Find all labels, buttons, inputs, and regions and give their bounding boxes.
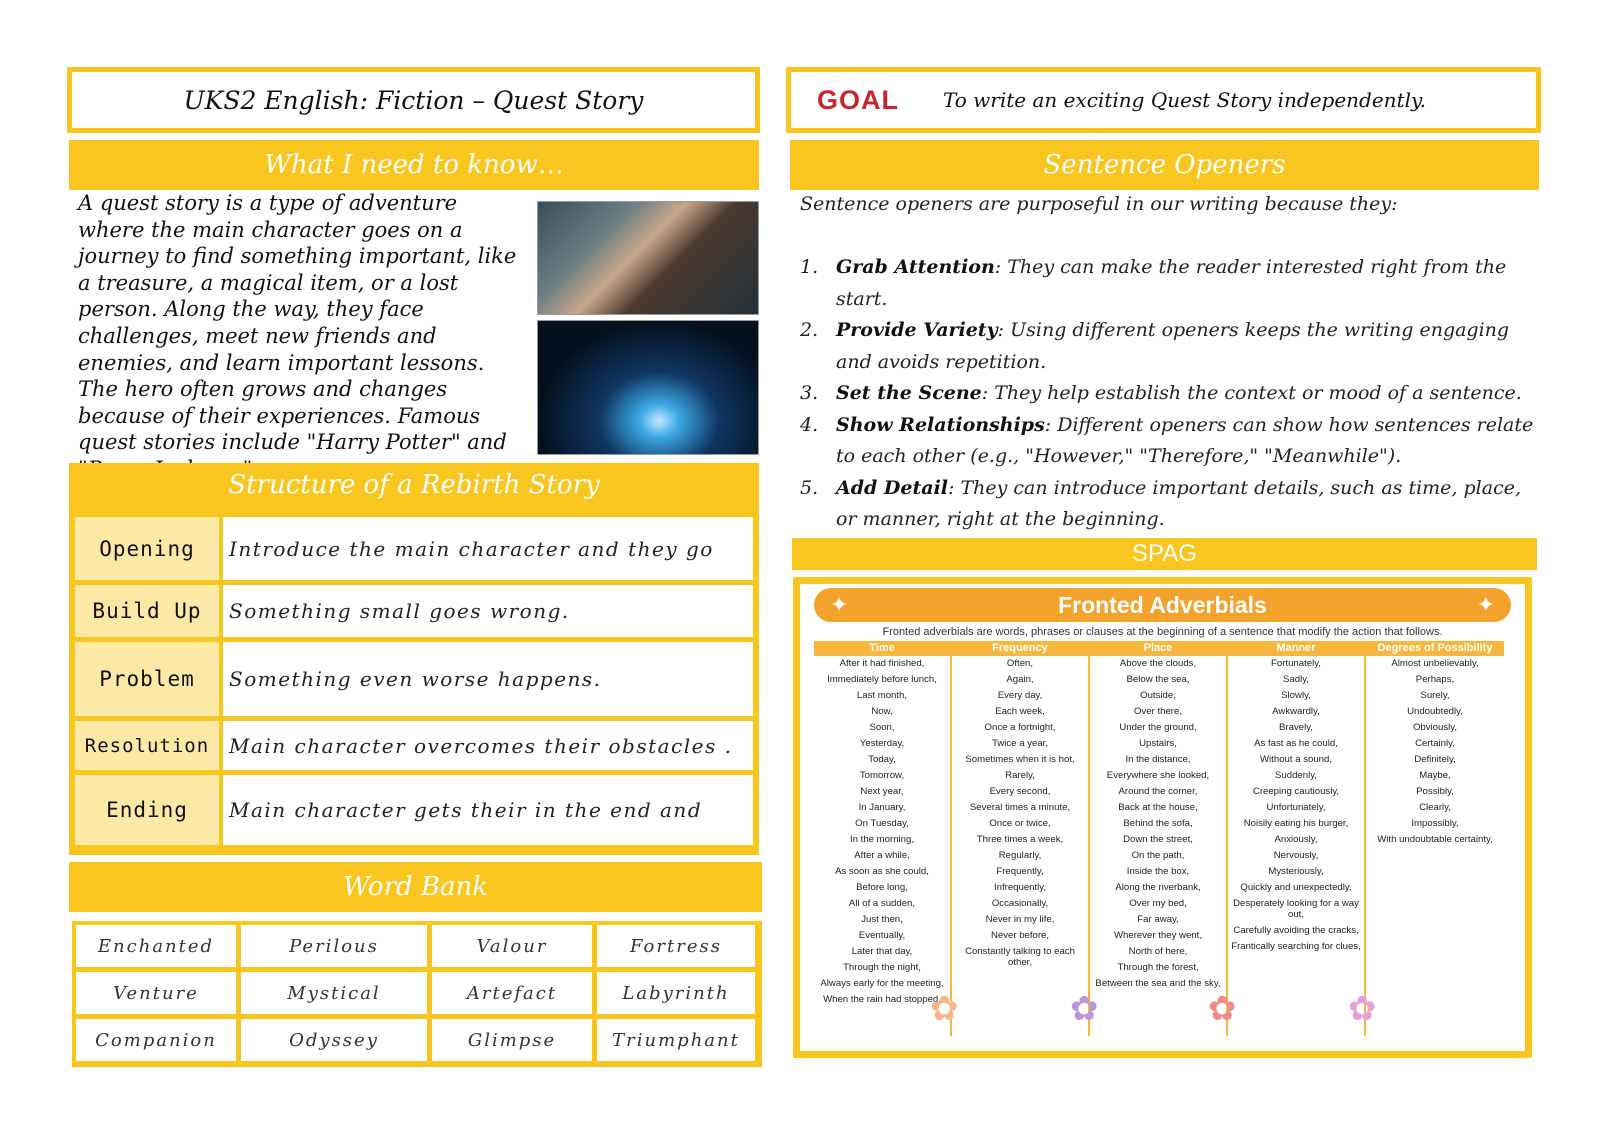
adverbial-item: Almost unbelievably, (1391, 658, 1479, 669)
opener-heading: Set the Scene (836, 382, 982, 404)
adverbial-item: Perhaps, (1415, 674, 1455, 685)
adverbial-item: Upstairs, (1139, 738, 1177, 749)
word-bank-grid (72, 921, 762, 1067)
adverbial-item: Fortunately, (1271, 658, 1321, 669)
adverbial-item: Surely, (1420, 690, 1450, 701)
opener-text: : Different openers can show how sentences relate to each other (e.g., "However," "Therefore," "Meanwhile"). (836, 413, 1534, 467)
adverbial-item: Again, (1006, 674, 1034, 685)
adverbial-item: Below the sea, (1126, 674, 1190, 685)
opener-text: : They can make the reader interested right from the start. (836, 256, 1507, 310)
structure-row-build-up (75, 585, 753, 637)
adverbial-item: Bravely, (1279, 722, 1313, 733)
adverbial-item: Constantly talking to each other, (965, 946, 1075, 968)
adverbial-item: In the distance, (1125, 754, 1191, 765)
adverbial-item: Regularly, (998, 850, 1042, 861)
adverbial-item: Yesterday, (859, 738, 905, 749)
adverbial-column (814, 641, 952, 1036)
adverbial-item: All of a sudden, (848, 898, 916, 909)
adverbial-item: Carefully avoiding the cracks, (1233, 925, 1359, 936)
structure-text: Something even worse happens. (223, 642, 753, 716)
goal-text: To write an exciting Quest Story independently. (943, 88, 1426, 112)
adverbial-item: Undoubtedly, (1407, 706, 1463, 717)
adverbial-item: Every second, (989, 786, 1051, 797)
adverbial-item: Desperately looking for a way out, (1233, 898, 1359, 920)
opener-heading: Grab Attention (836, 256, 995, 278)
adverbial-item: Under the ground, (1119, 722, 1197, 733)
flower-icon: ✿ (1348, 989, 1377, 1029)
adverbial-item: Immediately before lunch, (827, 674, 937, 685)
adverbial-item: Between the sea and the sky, (1095, 978, 1221, 989)
adverbial-item: After it had finished, (839, 658, 925, 669)
adverbial-item: Outside, (1140, 690, 1176, 701)
structure-label: Opening (75, 517, 219, 580)
structure-row-ending (75, 775, 753, 845)
word-bank-word: Mystical (241, 972, 427, 1014)
flower-icon: ✿ (1070, 989, 1099, 1029)
poster-title-bar (814, 588, 1511, 622)
adverbial-item: Unfortunately, (1266, 802, 1326, 813)
opener-heading: Add Detail (836, 476, 949, 499)
word-bank-word: Perilous (241, 925, 427, 967)
poster-subtitle: Fronted adverbials are words, phrases or clauses at the beginning of a sentence that modify the action that follows. (882, 626, 1443, 638)
opener-item (800, 252, 1540, 315)
adverbial-item: Always early for the meeting, (820, 978, 944, 989)
adverbial-item: Frantically searching for clues, (1231, 941, 1361, 952)
adverbial-item: Through the night, (843, 962, 921, 973)
spag-heading: SPAG (792, 538, 1537, 570)
adverbial-item: Nervously, (1273, 850, 1319, 861)
adverbial-item: In January, (858, 802, 906, 813)
flower-icon: ✿ (1208, 989, 1237, 1029)
adverbial-item: Mysteriously, (1268, 866, 1324, 877)
adverbial-item: As fast as he could, (1254, 738, 1338, 749)
percy-jackson-image (537, 320, 759, 455)
adverbial-item: On Tuesday, (855, 818, 909, 829)
structure-heading: Structure of a Rebirth Story (69, 463, 759, 513)
structure-row-resolution (75, 721, 753, 770)
adverbial-item: Down the street, (1123, 834, 1193, 845)
opener-number: 2. (800, 319, 819, 341)
adverbial-item: Awkwardly, (1272, 706, 1320, 717)
adverbial-item: Without a sound, (1260, 754, 1332, 765)
adverbial-column-header: Time (814, 641, 950, 656)
sentence-openers-intro: Sentence openers are purposeful in our writing because they: (800, 193, 1398, 215)
opener-number: 5. (800, 476, 819, 499)
adverbial-item: Noisily eating his burger, (1243, 818, 1349, 829)
adverbial-item: Today, (868, 754, 896, 765)
structure-label: Problem (75, 642, 219, 716)
adverbial-item: Around the corner, (1118, 786, 1198, 797)
adverbial-item: Back at the house, (1118, 802, 1198, 813)
sentence-openers-heading: Sentence Openers (790, 140, 1539, 190)
adverbial-item: Definitely, (1414, 754, 1456, 765)
adverbial-item: Through the forest, (1117, 962, 1199, 973)
opener-item (800, 473, 1540, 536)
adverbial-column (1090, 641, 1228, 1036)
word-bank-word: Artefact (432, 972, 592, 1014)
adverbial-column-header: Manner (1228, 641, 1364, 656)
opener-text: : They help establish the context or mood of a sentence. (981, 382, 1522, 404)
opener-heading: Provide Variety (836, 319, 998, 341)
adverbial-item: Over there, (1134, 706, 1182, 717)
adverbial-item: Never in my life, (985, 914, 1055, 925)
adverbial-item: Clearly, (1419, 802, 1451, 813)
title-box (67, 67, 760, 133)
sparkle-icon: ✦ (1476, 593, 1495, 618)
poster-title: Fronted Adverbials (1058, 591, 1267, 618)
adverbial-item: Wherever they went, (1114, 930, 1202, 941)
opener-text: : They can introduce important details, such as time, place, or manner, right at the beginning. (836, 476, 1521, 530)
adverbial-columns (814, 641, 1511, 1036)
adverbial-item: Twice a year, (992, 738, 1048, 749)
page-title: UKS2 English: Fiction – Quest Story (183, 85, 644, 115)
adverbial-item: On the path, (1131, 850, 1185, 861)
opener-heading: Show Relationships (836, 413, 1045, 436)
adverbial-column (952, 641, 1090, 1036)
adverbial-column-header: Frequency (952, 641, 1088, 656)
adverbial-item: Once or twice, (989, 818, 1051, 829)
structure-text: Something small goes wrong. (223, 585, 753, 637)
adverbial-column (1228, 641, 1366, 1036)
adverbial-item: Inside the box, (1126, 866, 1190, 877)
need-to-know-text: A quest story is a type of adventure where the main character goes on a journey to find something important, like a treasure, a magical item, or a lost person. Along the way, they face challenges, meet new friends and enemies, and learn important lessons. The hero often grows and changes because of their experiences. Famous quest stories include "Harry Potter" and (78, 191, 517, 455)
adverbial-item: Never before, (990, 930, 1050, 941)
word-bank-word: Labyrinth (597, 972, 755, 1014)
adverbial-item: With undoubtable certainty, (1377, 834, 1493, 845)
adverbial-item: As soon as she could, (835, 866, 929, 877)
opener-item (800, 315, 1540, 378)
structure-label: Build Up (75, 585, 219, 637)
opener-number: 4. (800, 413, 819, 436)
flower-icon: ✿ (930, 989, 959, 1029)
word-bank-heading: Word Bank (69, 862, 762, 912)
structure-text: Main character gets their in the end and (223, 775, 753, 845)
adverbial-item: Eventually, (858, 930, 906, 941)
adverbial-item: Before long, (856, 882, 908, 893)
structure-text: Main character overcomes their obstacles . (223, 721, 753, 770)
adverbial-item: Just then, (861, 914, 903, 925)
adverbial-item: Maybe, (1419, 770, 1451, 781)
adverbial-item: Creeping cautiously, (1252, 786, 1340, 797)
harry-potter-image (537, 201, 759, 315)
adverbial-item: Three times a week, (976, 834, 1064, 845)
sparkle-icon: ✦ (830, 593, 849, 618)
adverbial-item: Impossibly, (1411, 818, 1459, 829)
need-to-know-heading: What I need to know… (69, 140, 759, 190)
adverbial-item: Anxiously, (1274, 834, 1318, 845)
adverbial-item: Above the clouds, (1119, 658, 1197, 669)
adverbial-item: Infrequently, (993, 882, 1047, 893)
adverbial-item: Quickly and unexpectedly, (1240, 882, 1352, 893)
structure-label: Ending (75, 775, 219, 845)
adverbial-item: Now, (871, 706, 893, 717)
sentence-openers-list (800, 252, 1540, 536)
word-bank-word: Companion (76, 1019, 236, 1061)
word-bank-word: Venture (76, 972, 236, 1014)
opener-item (800, 410, 1540, 473)
adverbial-column (1366, 641, 1504, 1036)
goal-box (786, 67, 1541, 133)
adverbial-item: Tomorrow, (859, 770, 905, 781)
adverbial-item: Each week, (995, 706, 1045, 717)
structure-row-problem (75, 642, 753, 716)
adverbial-item: In the morning, (850, 834, 914, 845)
structure-text: Introduce the main character and they go (223, 517, 753, 580)
adverbial-column-header: Place (1090, 641, 1226, 656)
adverbial-item: Every day, (997, 690, 1043, 701)
word-bank-word: Odyssey (241, 1019, 427, 1061)
adverbial-item: Certainly, (1415, 738, 1455, 749)
adverbial-item: Last month, (856, 690, 908, 701)
opener-number: 1. (800, 256, 819, 278)
word-bank-word: Enchanted (76, 925, 236, 967)
structure-label: Resolution (75, 721, 219, 770)
adverbial-item: Along the riverbank, (1115, 882, 1201, 893)
adverbial-item: Frequently, (996, 866, 1044, 877)
adverbial-item: Behind the sofa, (1123, 818, 1193, 829)
adverbial-item: Often, (1006, 658, 1034, 669)
adverbial-item: Occasionally, (991, 898, 1049, 909)
adverbial-item: Sadly, (1283, 674, 1309, 685)
adverbial-item: Obviously, (1412, 722, 1458, 733)
adverbial-item: Suddenly, (1275, 770, 1317, 781)
adverbial-item: Once a fortnight, (984, 722, 1056, 733)
adverbial-item: Later that day, (851, 946, 913, 957)
adverbial-item: After a while, (854, 850, 910, 861)
adverbial-item: Possibly, (1416, 786, 1454, 797)
adverbial-item: Next year, (860, 786, 904, 797)
adverbial-item: Rarely, (1005, 770, 1035, 781)
opener-number: 3. (800, 382, 819, 404)
structure-row-opening (75, 517, 753, 580)
structure-table (69, 513, 759, 855)
adverbial-item: When the rain had stopped, (823, 994, 941, 1005)
adverbial-item: Far away, (1137, 914, 1179, 925)
adverbial-item: Sometimes when it is hot, (965, 754, 1075, 765)
word-bank-word: Fortress (597, 925, 755, 967)
word-bank-word: Valour (432, 925, 592, 967)
opener-text: : Using different openers keeps the writing engaging and avoids repetition. (836, 319, 1510, 373)
adverbial-item: Everywhere she looked, (1106, 770, 1210, 781)
adverbial-item: North of here, (1128, 946, 1188, 957)
adverbial-item: Several times a minute, (969, 802, 1071, 813)
word-bank-word: Glimpse (432, 1019, 592, 1061)
opener-item (800, 378, 1540, 410)
adverbial-column-header: Degrees of Possibility (1366, 641, 1504, 656)
adverbial-item: Slowly, (1281, 690, 1311, 701)
word-bank-word: Triumphant (597, 1019, 755, 1061)
fronted-adverbials-poster (793, 577, 1532, 1058)
adverbial-item: Over my bed, (1129, 898, 1187, 909)
goal-logo: GOAL (817, 84, 899, 115)
adverbial-item: Soon, (869, 722, 895, 733)
